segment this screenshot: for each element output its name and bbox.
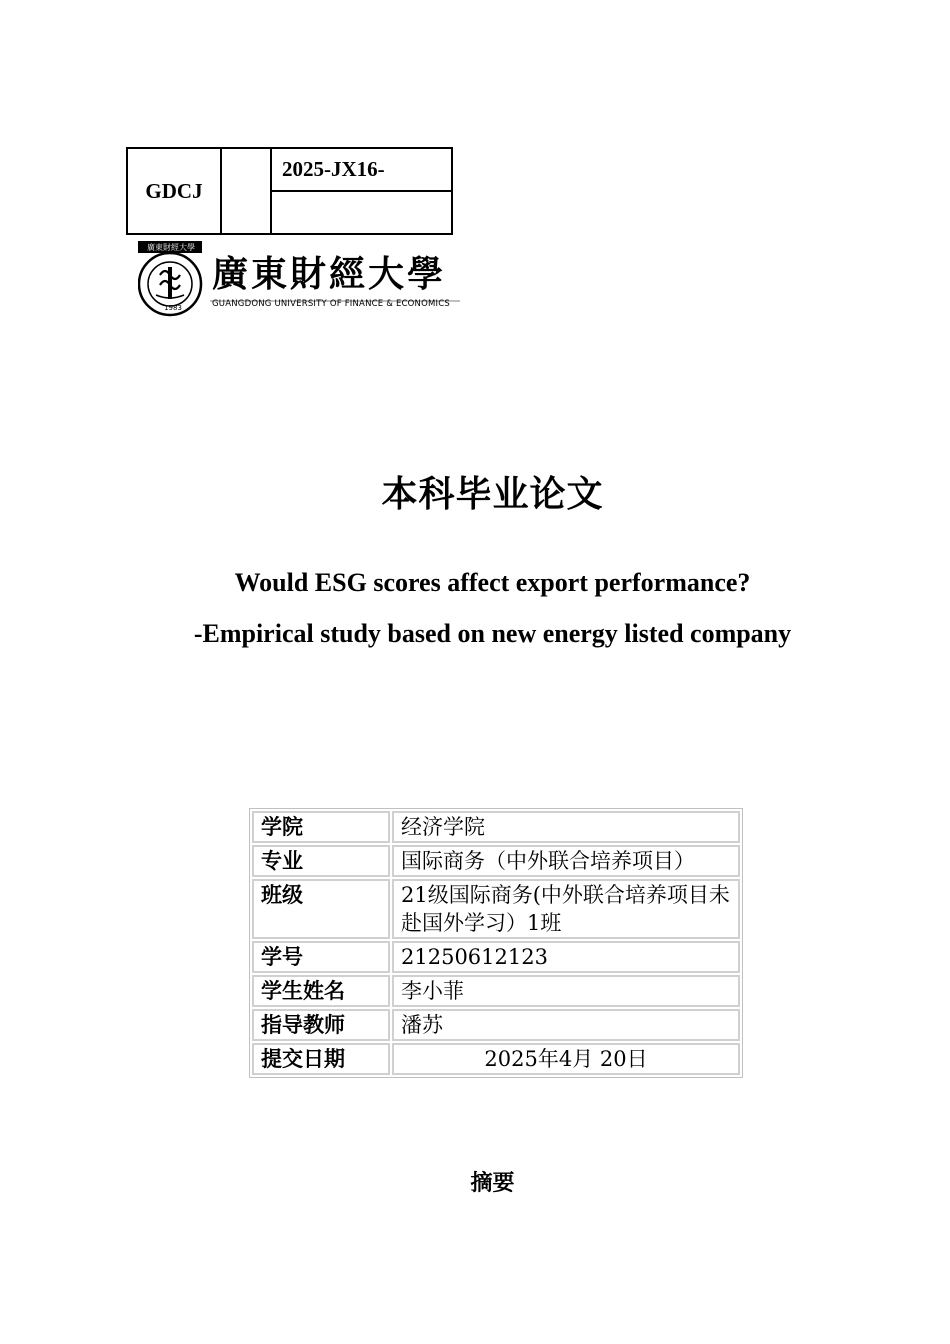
logo-english-name: GUANGDONG UNIVERSITY OF FINANCE & ECONOMICS — [212, 299, 450, 309]
advisor-value: 潘苏 — [392, 1009, 740, 1041]
student-info-table — [249, 808, 743, 1078]
college-value: 经济学院 — [392, 811, 740, 843]
advisor-label: 指导教师 — [252, 1009, 390, 1041]
college-label: 学院 — [252, 811, 390, 843]
info-row-student-id — [252, 941, 740, 973]
abstract-heading: 摘要 — [470, 1171, 515, 1196]
info-row-advisor — [252, 1009, 740, 1041]
major-label: 专业 — [252, 845, 390, 877]
code-empty-cell — [271, 191, 452, 234]
english-title-line-1: Would ESG scores affect export performance? — [234, 568, 751, 597]
logo-seal-year: 1983 — [164, 304, 182, 312]
student-name-label: 学生姓名 — [252, 975, 390, 1007]
english-title-line-2: -Empirical study based on new energy listed company — [193, 619, 792, 648]
logo-chinese-name: 廣東財經大學 — [212, 253, 447, 295]
code-blank-cell — [221, 148, 271, 234]
info-row-class — [252, 879, 740, 939]
logo-seal-title: 廣東財經大學 — [147, 243, 195, 252]
class-label: 班级 — [252, 879, 390, 939]
student-name-value: 李小菲 — [392, 975, 740, 1007]
thesis-type-title: 本科毕业论文 — [381, 474, 604, 515]
document-code-box — [126, 147, 453, 235]
class-value: 21级国际商务(中外联合培养项目未赴国外学习）1班 — [392, 879, 740, 939]
code-number: 2025-JX16- — [271, 148, 452, 191]
student-id-label: 学号 — [252, 941, 390, 973]
info-row-major — [252, 845, 740, 877]
major-value: 国际商务（中外联合培养项目） — [392, 845, 740, 877]
info-row-student-name — [252, 975, 740, 1007]
code-prefix: GDCJ — [127, 148, 221, 234]
submit-date-label: 提交日期 — [252, 1043, 390, 1075]
student-id-value: 21250612123 — [392, 941, 740, 973]
info-row-college — [252, 811, 740, 843]
info-row-submit-date — [252, 1043, 740, 1075]
submit-date-value: 2025年4月 20日 — [392, 1043, 740, 1075]
